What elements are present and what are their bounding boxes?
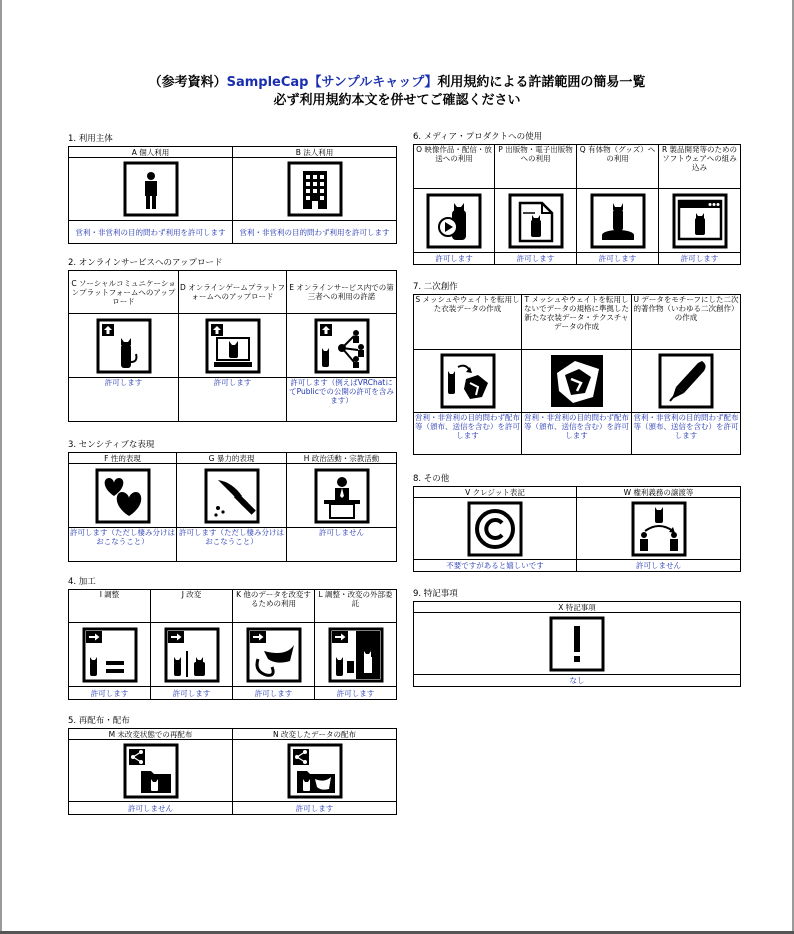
transfer-header: W 権利義務の譲渡等 bbox=[577, 487, 741, 498]
redistribute-header: M 未改変状態での再配布 bbox=[69, 729, 233, 740]
modify-other-value: 許可します bbox=[233, 687, 315, 700]
modify-cell bbox=[151, 623, 233, 687]
political-value: 許可しません bbox=[287, 528, 397, 562]
fabric-icon bbox=[549, 353, 605, 409]
costume-mesh-value: 営利・非営利の目的問わず配布等（頒布、送信を含む）を許可します bbox=[414, 413, 522, 455]
upload-social-header: C ソーシャルコミュニケーションプラットフォームへのアップロード bbox=[69, 271, 179, 314]
publication-header: P 出版物・電子出版物への利用 bbox=[495, 145, 577, 189]
outsource-icon bbox=[328, 627, 384, 683]
goods-cell bbox=[577, 189, 659, 253]
derivative-header: U データをモチーフにした二次的著作物（いわゆる二次創作）の作成 bbox=[632, 295, 741, 350]
upload-share-icon bbox=[314, 318, 370, 374]
modify-other-cell bbox=[233, 623, 315, 687]
video-cell bbox=[414, 189, 495, 253]
modify-other-header: K 他のデータを改変するための利用 bbox=[233, 590, 315, 623]
upload-cat-icon bbox=[96, 318, 152, 374]
redistribute-cell bbox=[69, 740, 233, 802]
publication-cell bbox=[495, 189, 577, 253]
modify-value: 許可します bbox=[151, 687, 233, 700]
sexual-cell bbox=[69, 464, 177, 528]
costume-new-cell bbox=[522, 350, 632, 413]
podium-icon bbox=[314, 468, 370, 524]
outsource-header: L 調整・改変の外部委託 bbox=[315, 590, 397, 623]
section-processing bbox=[68, 577, 397, 700]
adjust-header: I 調整 bbox=[69, 590, 151, 623]
section-derivative-works bbox=[413, 282, 741, 455]
fabric-transfer-icon bbox=[440, 353, 496, 409]
distribute-modified-value: 許可します bbox=[233, 802, 397, 815]
credit-value: 不要ですがあると嬉しいです bbox=[414, 560, 577, 572]
notes-header: X 特記事項 bbox=[414, 602, 741, 613]
upload-game-cell bbox=[179, 314, 287, 378]
exclamation-icon bbox=[549, 616, 605, 672]
violent-value: 許可します（ただし棲み分けはおこなうこと） bbox=[177, 528, 287, 562]
usage-corporate-header: B 法人利用 bbox=[233, 147, 397, 158]
upload-social-cell bbox=[69, 314, 179, 378]
section-title: 7. 二次創作 bbox=[413, 282, 458, 292]
adjust-value: 許可します bbox=[69, 687, 151, 700]
costume-new-header: T メッシュやウェイトを転用しないでデータの規格に準拠した新たな衣装データ・テクスチャデータの作成 bbox=[522, 295, 632, 350]
sexual-value: 許可します（ただし棲み分けはおこなうこと） bbox=[69, 528, 177, 562]
section-media-products bbox=[413, 132, 741, 265]
section-special-notes bbox=[413, 589, 741, 687]
violent-header: G 暴力的表現 bbox=[177, 453, 287, 464]
video-play-icon bbox=[426, 193, 482, 249]
violent-cell bbox=[177, 464, 287, 528]
copyright-icon bbox=[467, 501, 523, 557]
building-cell bbox=[233, 158, 397, 221]
outsource-value: 許可します bbox=[315, 687, 397, 700]
section-usage-subject bbox=[68, 134, 397, 244]
section-title: 9. 特記事項 bbox=[413, 589, 458, 599]
goods-header: Q 有体物（グッズ）への利用 bbox=[577, 145, 659, 189]
section-title: 3. センシティブな表現 bbox=[68, 440, 155, 450]
pen-nib-icon bbox=[658, 353, 714, 409]
video-header: O 映像作品・配信・放送への利用 bbox=[414, 145, 495, 189]
notes-cell bbox=[414, 613, 741, 675]
software-window-icon bbox=[672, 193, 728, 249]
software-header: R 製品開発等のためのソフトウェアへの組み込み bbox=[659, 145, 741, 189]
redistribute-value: 許可しません bbox=[69, 802, 233, 815]
modify-header: J 改変 bbox=[151, 590, 233, 623]
section-title: 8. その他 bbox=[413, 474, 450, 484]
video-value: 許可します bbox=[414, 253, 495, 265]
section-redistribution bbox=[68, 716, 397, 815]
cat-fabric-icon bbox=[246, 627, 302, 683]
hearts-icon bbox=[95, 468, 151, 524]
software-value: 許可します bbox=[659, 253, 741, 265]
credit-cell bbox=[414, 498, 577, 560]
page-edge-left bbox=[0, 0, 2, 934]
adjust-icon bbox=[82, 627, 138, 683]
person-icon bbox=[123, 161, 179, 217]
political-header: H 政治活動・宗教活動 bbox=[287, 453, 397, 464]
upload-social-value: 許可します bbox=[69, 378, 179, 422]
usage-personal-header: A 個人利用 bbox=[69, 147, 233, 158]
section-sensitive bbox=[68, 440, 397, 562]
goods-value: 許可します bbox=[577, 253, 659, 265]
upload-thirdparty-header: E オンラインサービス内での第三者への利用の許諾 bbox=[287, 271, 397, 314]
section-title: 2. オンラインサービスへのアップロード bbox=[68, 258, 223, 268]
usage-personal-value: 営利・非営利の目的問わず利用を許可します bbox=[69, 221, 233, 244]
costume-new-value: 営利・非営利の目的問わず配布等（頒布、送信を含む）を許可します bbox=[522, 413, 632, 455]
section-title: 4. 加工 bbox=[68, 577, 96, 587]
outsource-cell bbox=[315, 623, 397, 687]
modify-icon bbox=[164, 627, 220, 683]
sexual-header: F 性的表現 bbox=[69, 453, 177, 464]
transfer-value: 許可しません bbox=[577, 560, 741, 572]
document-cat-icon bbox=[508, 193, 564, 249]
costume-mesh-cell bbox=[414, 350, 522, 413]
section-title: 5. 再配布・配布 bbox=[68, 716, 130, 726]
brand-name: SampleCap【サンプルキャップ】 bbox=[226, 75, 438, 90]
section-other bbox=[413, 474, 741, 572]
person-cell bbox=[69, 158, 233, 221]
transfer-cell bbox=[577, 498, 741, 560]
page-subtitle: 必ず利用規約本文を併せてご確認ください bbox=[273, 93, 521, 108]
office-building-icon bbox=[287, 161, 343, 217]
section-title: 6. メディア・プロダクトへの使用 bbox=[413, 132, 543, 142]
adjust-cell bbox=[69, 623, 151, 687]
upload-game-header: D オンラインゲームプラットフォームへのアップロード bbox=[179, 271, 287, 314]
publication-value: 許可します bbox=[495, 253, 577, 265]
upload-game-icon bbox=[205, 318, 261, 374]
costume-mesh-header: S メッシュやウェイトを転用した衣装データの作成 bbox=[414, 295, 522, 350]
software-cell bbox=[659, 189, 741, 253]
knife-icon bbox=[204, 468, 260, 524]
section-online-upload bbox=[68, 258, 397, 422]
credit-header: V クレジット表記 bbox=[414, 487, 577, 498]
share-folder-icon bbox=[123, 743, 179, 799]
distribute-modified-cell bbox=[233, 740, 397, 802]
political-cell bbox=[287, 464, 397, 528]
usage-corporate-value: 営利・非営利の目的問わず利用を許可します bbox=[233, 221, 397, 244]
notes-value: なし bbox=[414, 675, 741, 687]
distribute-modified-header: N 改変したデータの配布 bbox=[233, 729, 397, 740]
upload-game-value: 許可します bbox=[179, 378, 287, 422]
share-modified-icon bbox=[287, 743, 343, 799]
upload-thirdparty-value: 許可します（例えばVRChatにてPublicでの公開の許可を含みます） bbox=[287, 378, 397, 422]
section-title: 1. 利用主体 bbox=[68, 134, 113, 144]
derivative-cell bbox=[632, 350, 741, 413]
page-title: （参考資料）SampleCap【サンプルキャップ】利用規約による許諾範囲の簡易一覧 bbox=[148, 75, 646, 90]
derivative-value: 営利・非営利の目的問わず配布等（頒布、送信を含む）を許可します bbox=[632, 413, 741, 455]
figure-goods-icon bbox=[590, 193, 646, 249]
transfer-rights-icon bbox=[631, 501, 687, 557]
upload-share-cell bbox=[287, 314, 397, 378]
